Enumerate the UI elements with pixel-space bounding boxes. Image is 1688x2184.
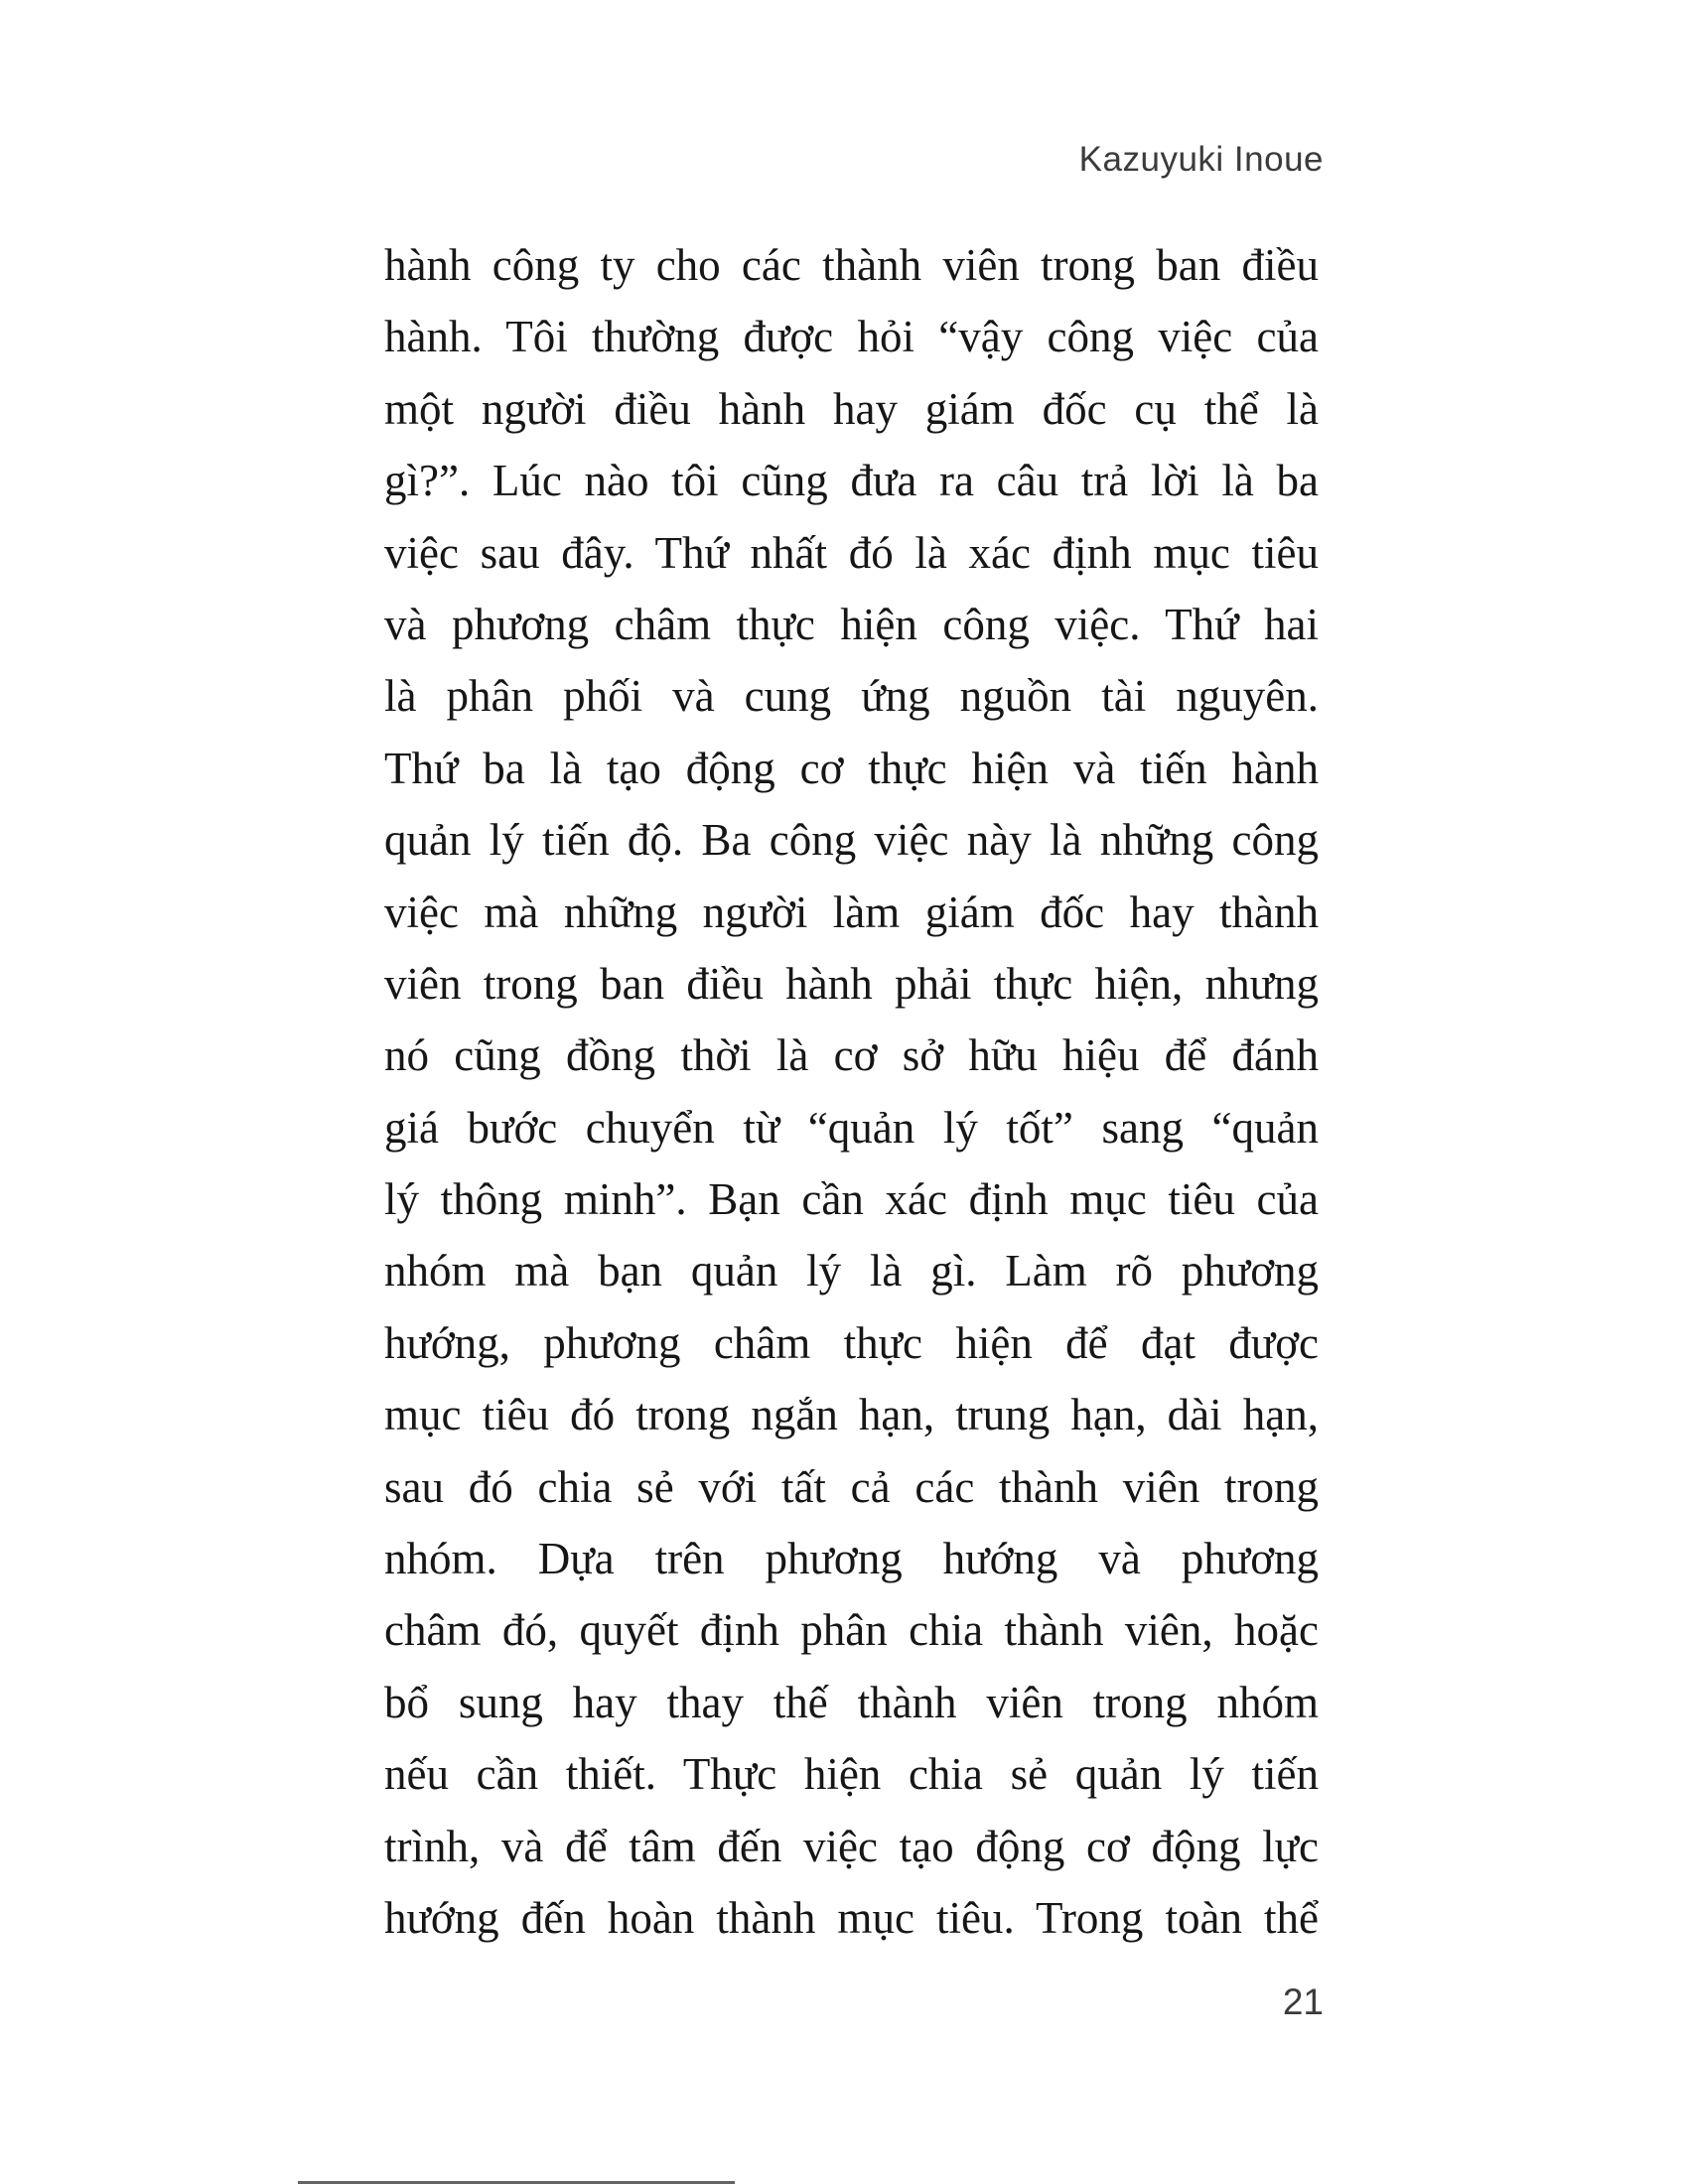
body-text-block	[384, 229, 1319, 1954]
body-text-line: viên trong ban điều hành phải thực hiện, nhưng	[384, 958, 1319, 1009]
body-text-line: quản lý tiến độ. Ba công việc này là những công	[384, 815, 1319, 866]
body-text-line: việc sau đây. Thứ nhất đó là xác định mục tiêu	[384, 527, 1319, 578]
body-text-line: hướng, phương châm thực hiện để đạt được	[384, 1317, 1319, 1368]
body-text-line: hành. Tôi thường được hỏi “vậy công việc của	[384, 312, 1319, 362]
body-text-line: nhóm mà bạn quản lý là gì. Làm rõ phương	[384, 1246, 1319, 1297]
body-text-line: Thứ ba là tạo động cơ thực hiện và tiến hành	[384, 743, 1319, 793]
body-text-line: sau đó chia sẻ với tất cả các thành viên trong	[384, 1461, 1319, 1512]
body-text-line: trình, và để tâm đến việc tạo động cơ động lực	[384, 1821, 1319, 1871]
body-text-line: giá bước chuyển từ “quản lý tốt” sang “quản	[384, 1102, 1319, 1153]
body-text-line: nếu cần thiết. Thực hiện chia sẻ quản lý tiến	[384, 1749, 1319, 1800]
body-text-line: và phương châm thực hiện công việc. Thứ hai	[384, 599, 1319, 649]
body-text-line: mục tiêu đó trong ngắn hạn, trung hạn, dài hạn,	[384, 1390, 1319, 1440]
body-text-line: bổ sung hay thay thế thành viên trong nhóm	[384, 1677, 1319, 1727]
body-text-line: việc mà những người làm giám đốc hay thành	[384, 887, 1319, 937]
body-text-line: lý thông minh”. Bạn cần xác định mục tiêu của	[384, 1174, 1319, 1225]
body-text-line: một người điều hành hay giám đốc cụ thể là	[384, 383, 1319, 434]
body-text-line: là phân phối và cung ứng nguồn tài nguyên.	[384, 671, 1319, 722]
body-text-line: hành công ty cho các thành viên trong ban điều	[384, 240, 1319, 290]
body-text-line: gì?”. Lúc nào tôi cũng đưa ra câu trả lời là ba	[384, 456, 1319, 506]
body-text-line: hướng đến hoàn thành mục tiêu. Trong toàn thể	[384, 1892, 1319, 1943]
body-text-line: châm đó, quyết định phân chia thành viên, hoặc	[384, 1605, 1319, 1656]
body-text-line: nhóm. Dựa trên phương hướng và phương	[384, 1534, 1319, 1584]
page-number: 21	[1282, 1981, 1324, 2022]
running-header-author: Kazuyuki Inoue	[1078, 140, 1324, 179]
body-text-line: nó cũng đồng thời là cơ sở hữu hiệu để đánh	[384, 1030, 1319, 1081]
